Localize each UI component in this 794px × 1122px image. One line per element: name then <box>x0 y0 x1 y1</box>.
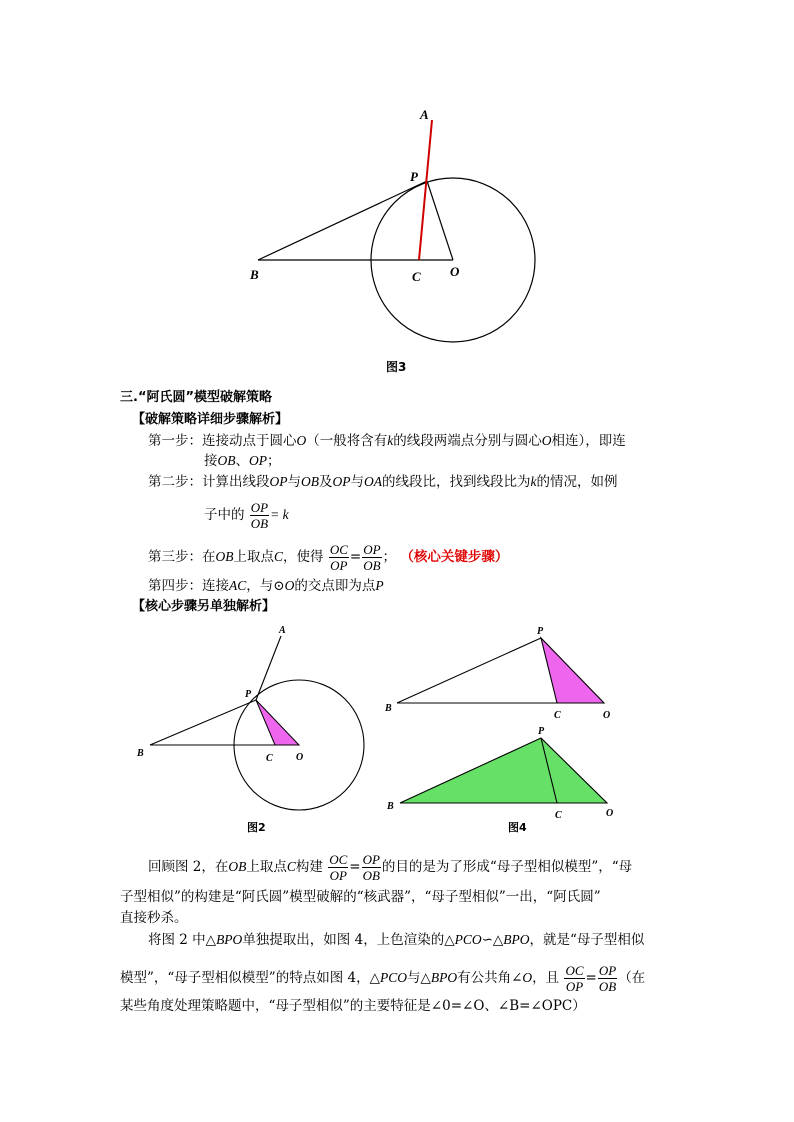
step-2-line-2: 子中的 $\frac{OP}{OB}$ = k <box>204 500 289 531</box>
para1-fraction-OC-OP: $\frac{OC}{OP}$ <box>329 852 348 883</box>
fig4-top-label-O: O <box>603 710 611 721</box>
fraction-OP-OB-2: $\frac{OP}{OB}$ <box>363 542 381 573</box>
fig4-top-label-P: P <box>537 626 544 637</box>
subheading-detailed-steps: 【破解策略详细步骤解析】 <box>132 412 289 427</box>
fig4-top-segment-BP <box>397 638 541 703</box>
fig2-label-O: O <box>296 752 304 763</box>
para-2-line-2: 模型”，“母子型相似模型”的特点如图 4，△PCO与△BPO有公共角∠O，且 $\frac{OC}{OP}$ = $\frac{OP}{OB}$ （在 <box>120 963 646 994</box>
para-1-line-2: 子型相似”的构建是“阿氏圆”模型破解的“核武器”，“母子型相似”一出，“阿氏圆” <box>120 889 601 905</box>
fig3-caption: 图3 <box>386 360 407 374</box>
fig2-label-C: C <box>266 753 273 764</box>
fig3-label-O: O <box>450 264 460 279</box>
fraction-OP-OB: $\frac{OP}{OB}$ <box>250 500 269 531</box>
para2-fraction-OC-OP: $\frac{OC}{OP}$ <box>565 963 584 994</box>
step-2-line-1: 第二步：计算出线段OP与OB及OP与OA的线段比，找到线段比为k的情况，如例 <box>148 474 618 490</box>
key-step-note: （核心关键步骤） <box>400 549 509 565</box>
fig4-bottom-label-O: O <box>606 808 614 819</box>
fig4-bottom-label-P: P <box>538 726 545 737</box>
fig4-top-label-B: B <box>385 703 392 714</box>
fraction-OC-OP: $\frac{OC}{OP}$ <box>329 542 348 573</box>
fig2-caption: 图2 <box>247 821 266 834</box>
section-title: 三.“阿氏圆”模型破解策略 <box>120 390 273 405</box>
fig3-label-A: A <box>420 107 429 122</box>
fig2-label-A: A <box>279 625 286 636</box>
subheading-core-step: 【核心步骤另单独解析】 <box>132 599 276 614</box>
para1-fraction-OP-OB: $\frac{OP}{OB}$ <box>362 852 380 883</box>
step-1-line-2: 接OB、OP； <box>204 453 281 469</box>
para-2-line-1: 将图 2 中△BPO单独提取出，如图 4，上色渲染的△PCO∽△BPO，就是“母子型相似 <box>148 932 645 948</box>
step-4: 第四步：连接AC，与⊙O的交点即为点P <box>148 578 384 594</box>
para-2-line-3: 某些角度处理策略题中，“母子型相似”的主要特征是∠0=∠O、∠B=∠OPC） <box>120 998 586 1014</box>
fig2-label-B: B <box>137 748 144 759</box>
step-3: 第三步：在OB上取点C，使得 $\frac{OC}{OP}$ = $\frac{OP}{OB}$ ； （核心关键步骤） <box>148 542 509 573</box>
fig4-top-label-C: C <box>554 710 561 721</box>
fig3-label-P: P <box>410 169 418 184</box>
para-1-line-1: 回顾图 2，在OB上取点C构建 $\frac{OC}{OP}$ = $\frac{OP}{OB}$ 的目的是为了形成“母子型相似模型”，“母 <box>148 852 633 883</box>
fig3-label-B: B <box>250 267 259 282</box>
fig4-bottom-label-B: B <box>387 801 394 812</box>
fig4-bottom-label-C: C <box>555 810 562 821</box>
fig4-bottom-triangle-BPO <box>400 738 607 803</box>
para2-fraction-OP-OB: $\frac{OP}{OB}$ <box>598 963 617 994</box>
fig4-top-triangle-PCO <box>541 638 604 703</box>
fig4-caption: 图4 <box>508 821 527 834</box>
fig3-label-C: C <box>412 269 421 284</box>
step-1-line-1: 第一步：连接动点于圆心O（一般将含有k的线段两端点分别与圆心O相连），即连 <box>148 433 626 449</box>
para-1-line-3: 直接秒杀。 <box>120 910 188 926</box>
fig2-label-P: P <box>245 689 252 700</box>
